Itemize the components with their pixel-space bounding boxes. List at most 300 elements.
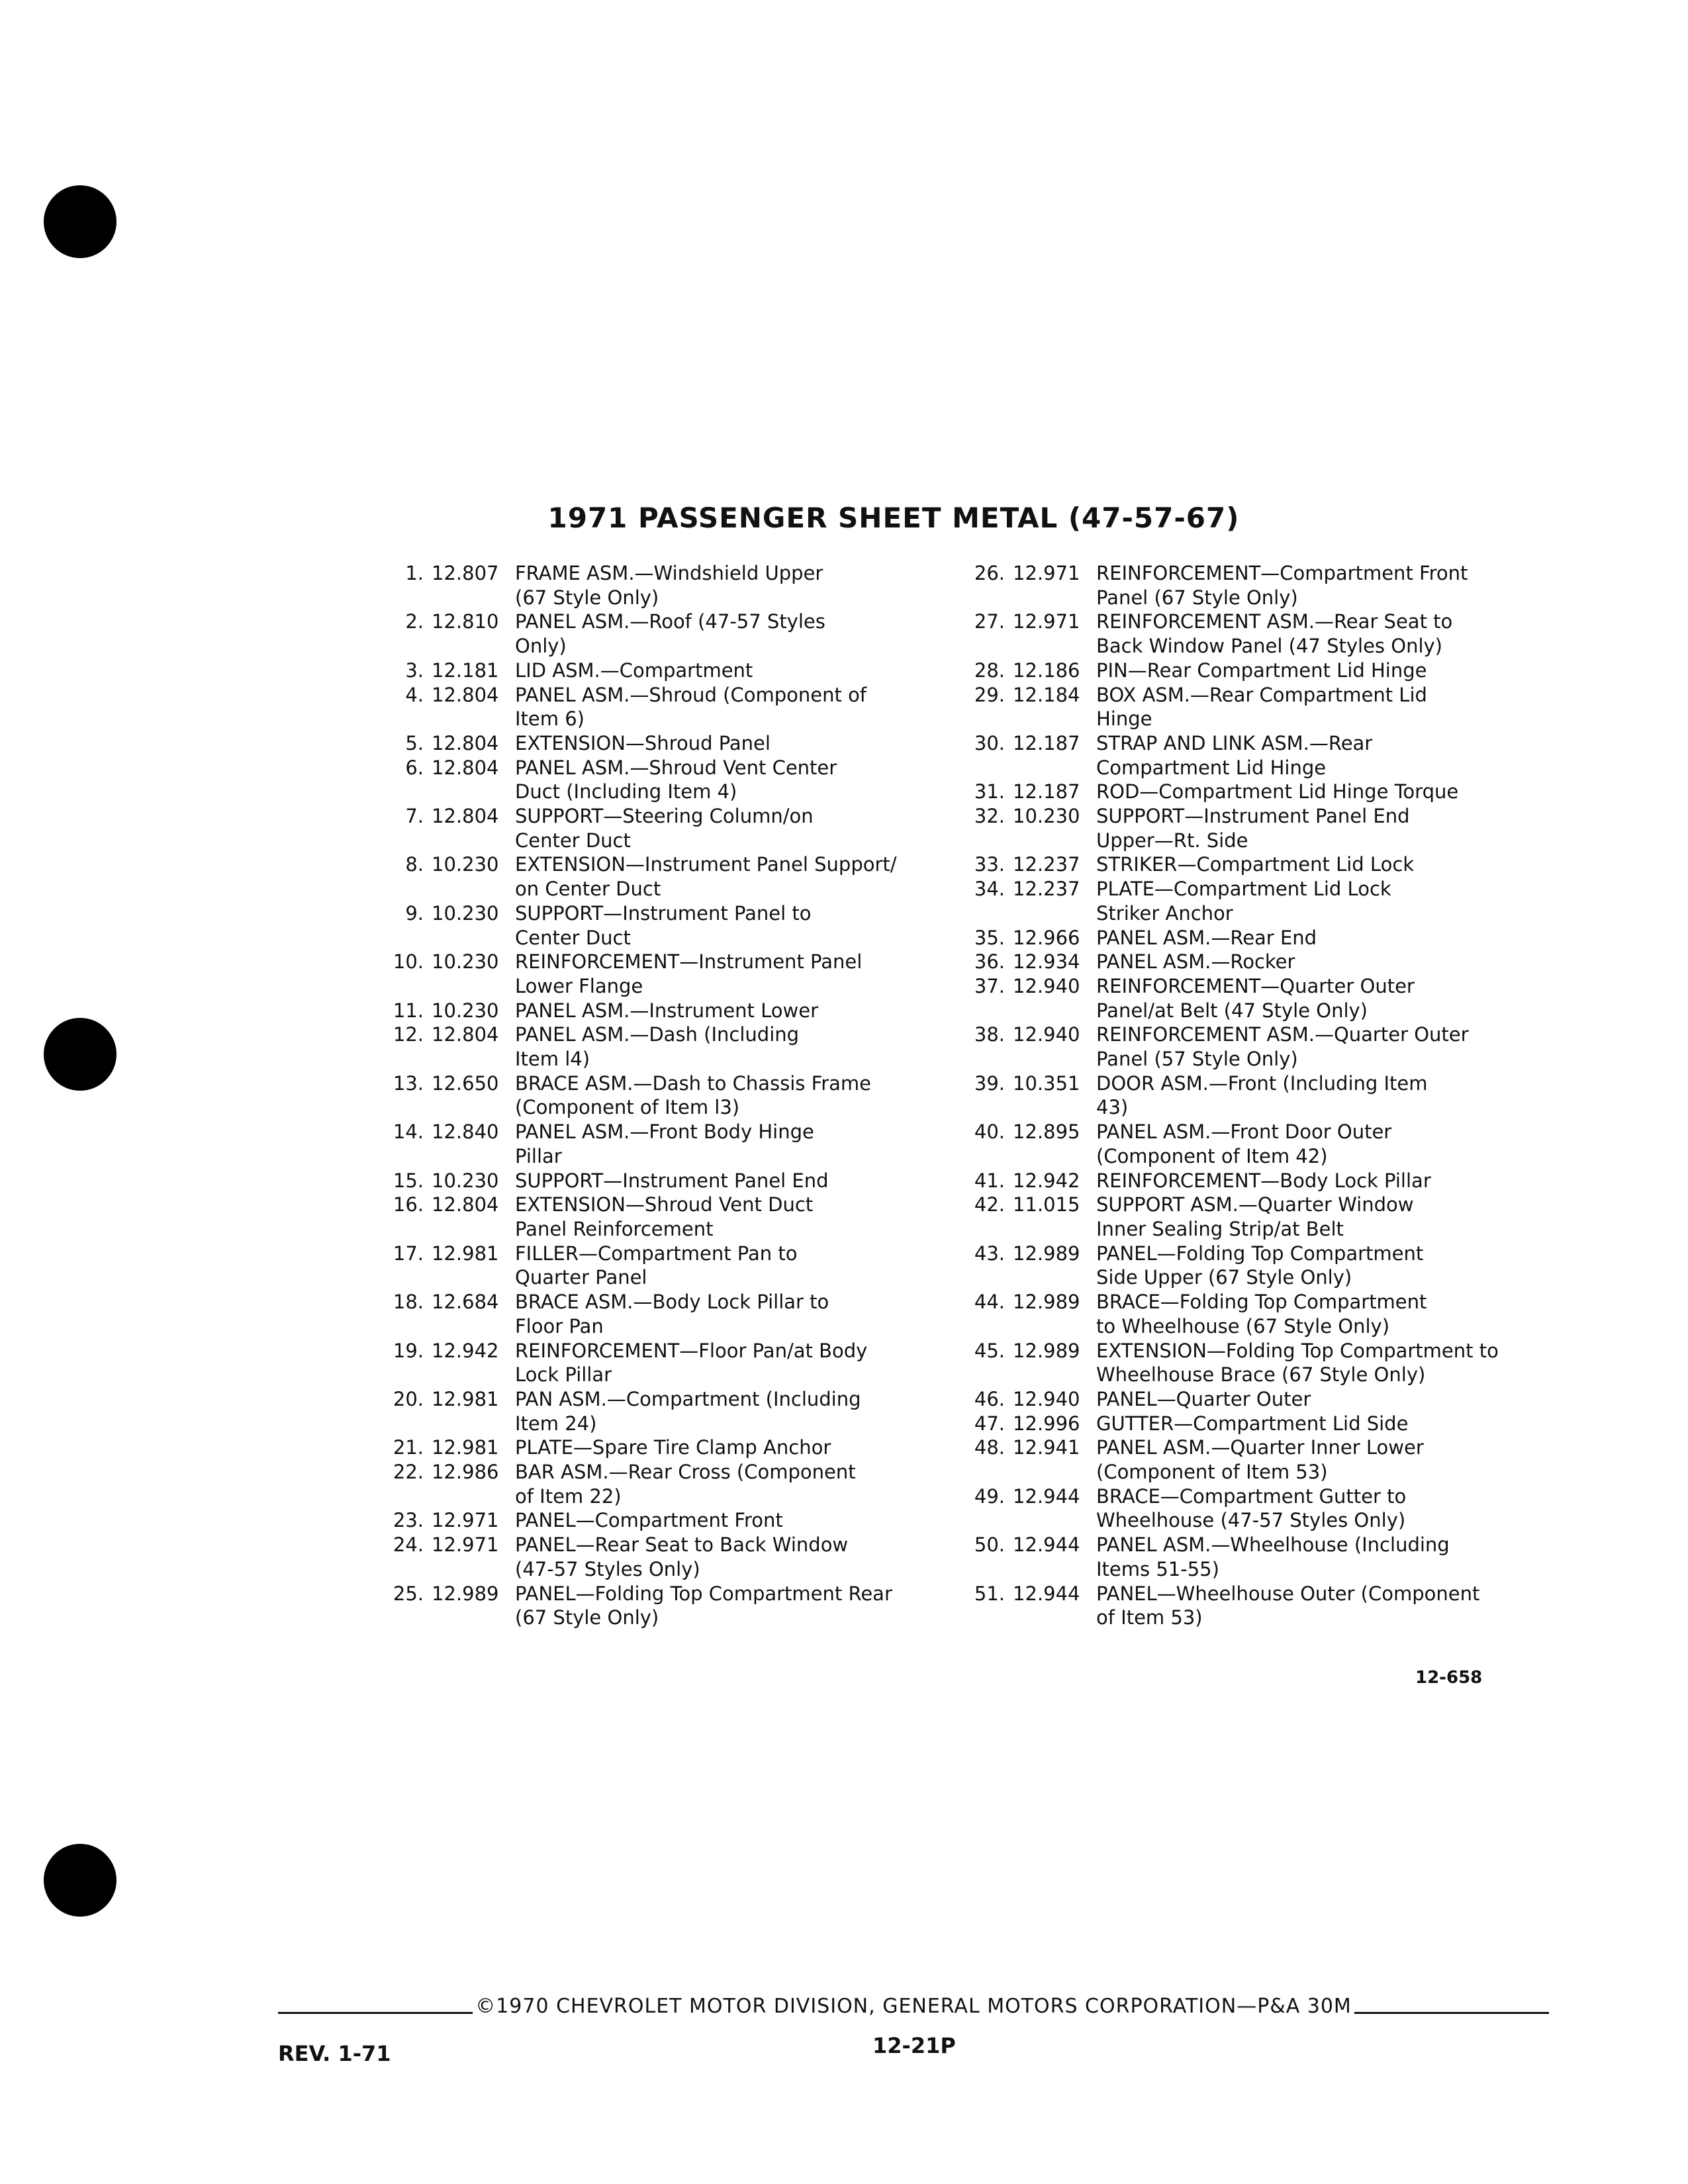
part-description <box>1091 1484 1548 1533</box>
group-code: 10.230 <box>432 999 499 1022</box>
description-line: (Component of Item 53) <box>1096 1461 1328 1484</box>
description-line: PANEL ASM.—Roof (47-57 Styles <box>515 610 825 633</box>
part-description <box>1091 1242 1548 1290</box>
item-number: 28. <box>974 659 1005 682</box>
part-description <box>1091 1533 1548 1581</box>
description-line: PANEL ASM.—Instrument Lower <box>515 999 818 1022</box>
page-title: 1971 PASSENGER SHEET METAL (47-57-67) <box>547 502 1240 534</box>
item-number: 37. <box>974 974 1005 997</box>
description-line: Center Duct <box>515 829 631 852</box>
item-number: 22. <box>393 1461 424 1484</box>
description-line: PANEL ASM.—Rocker <box>1096 950 1295 974</box>
part-description <box>510 1460 940 1508</box>
parts-list-item <box>952 1387 1548 1412</box>
group-code: 10.230 <box>432 901 499 925</box>
item-number: 33. <box>974 853 1005 876</box>
item-number: 43. <box>974 1242 1005 1265</box>
item-number: 44. <box>974 1291 1005 1314</box>
description-line: LID ASM.—Compartment <box>515 659 753 682</box>
parts-list-item <box>952 804 1548 852</box>
group-code: 11.015 <box>1013 1193 1080 1216</box>
description-line: Item l4) <box>515 1048 590 1071</box>
parts-list-item <box>371 1533 940 1581</box>
description-line: Lock Pillar <box>515 1363 612 1387</box>
group-code: 12.804 <box>432 1023 499 1046</box>
description-line: PANEL—Folding Top Compartment Rear <box>515 1582 892 1605</box>
part-description <box>510 1533 940 1581</box>
group-code: 12.184 <box>1013 683 1080 706</box>
item-number: 35. <box>974 926 1005 949</box>
group-code: 12.971 <box>432 1509 499 1532</box>
item-number: 50. <box>974 1533 1005 1557</box>
group-code: 12.986 <box>432 1461 499 1484</box>
part-description <box>510 1339 940 1387</box>
description-line: PANEL ASM.—Wheelhouse (Including <box>1096 1533 1450 1557</box>
description-line: Only) <box>515 635 567 658</box>
item-number: 21. <box>393 1436 424 1459</box>
part-description <box>510 731 940 756</box>
description-line: REINFORCEMENT ASM.—Rear Seat to <box>1096 610 1453 633</box>
part-description <box>510 1071 940 1120</box>
description-line: PANEL ASM.—Shroud Vent Center <box>515 756 837 779</box>
part-description <box>1091 780 1548 804</box>
group-code: 12.804 <box>432 683 499 706</box>
group-code: 12.237 <box>1013 853 1080 876</box>
item-number: 29. <box>974 683 1005 706</box>
description-line: 43) <box>1096 1096 1129 1119</box>
group-code: 12.941 <box>1013 1436 1080 1459</box>
description-line: Item 24) <box>515 1412 597 1435</box>
part-description <box>1091 852 1548 877</box>
item-number: 36. <box>974 950 1005 974</box>
description-line: of Item 22) <box>515 1484 622 1508</box>
group-code: 12.940 <box>1013 1023 1080 1046</box>
description-line: SUPPORT—Steering Column/on <box>515 805 814 828</box>
parts-list-item <box>371 1582 940 1630</box>
description-line: on Center Duct <box>515 878 661 901</box>
group-code: 12.237 <box>1013 878 1080 901</box>
description-line: PANEL ASM.—Front Body Hinge <box>515 1120 814 1144</box>
part-description <box>1091 1169 1548 1193</box>
item-number: 3. <box>405 659 424 682</box>
item-number: 51. <box>974 1582 1005 1605</box>
parts-list-item <box>952 659 1548 683</box>
description-line: Panel (67 Style Only) <box>1096 586 1298 609</box>
description-line: PANEL—Rear Seat to Back Window <box>515 1533 849 1557</box>
group-code: 12.804 <box>432 805 499 828</box>
description-line: STRIKER—Compartment Lid Lock <box>1096 853 1415 876</box>
group-code: 12.187 <box>1013 731 1080 754</box>
item-number: 9. <box>405 901 424 925</box>
parts-list-item <box>952 1023 1548 1071</box>
parts-list-item <box>952 1339 1548 1387</box>
group-code: 12.944 <box>1013 1484 1080 1508</box>
parts-list-item <box>952 1412 1548 1436</box>
group-code: 12.187 <box>1013 780 1080 803</box>
part-description <box>510 1169 940 1193</box>
description-line: GUTTER—Compartment Lid Side <box>1096 1412 1409 1435</box>
description-line: PANEL—Wheelhouse Outer (Component <box>1096 1582 1480 1605</box>
copyright-footer <box>278 1995 1549 2018</box>
description-line: Center Duct <box>515 926 631 949</box>
description-line: to Wheelhouse (67 Style Only) <box>1096 1314 1390 1338</box>
parts-list-item <box>952 561 1548 610</box>
page-number: 12-21P <box>872 2033 956 2058</box>
group-code: 12.810 <box>432 610 499 633</box>
description-line: Item 6) <box>515 707 585 731</box>
part-description <box>510 804 940 852</box>
item-number: 47. <box>974 1412 1005 1435</box>
description-line: PANEL ASM.—Rear End <box>1096 926 1317 949</box>
item-number: 41. <box>974 1169 1005 1192</box>
part-description <box>1091 610 1548 658</box>
item-number: 40. <box>974 1120 1005 1144</box>
item-number: 4. <box>405 683 424 706</box>
description-line: REINFORCEMENT—Quarter Outer <box>1096 974 1415 997</box>
parts-list-item <box>371 756 940 804</box>
description-line: REINFORCEMENT—Instrument Panel <box>515 950 863 974</box>
part-description <box>510 1508 940 1533</box>
part-description <box>510 756 940 804</box>
part-description <box>510 610 940 658</box>
part-description <box>1091 1387 1548 1412</box>
parts-list-item <box>952 852 1548 877</box>
part-description <box>1091 1023 1548 1071</box>
group-code: 12.942 <box>1013 1169 1080 1192</box>
description-line: Floor Pan <box>515 1314 604 1338</box>
item-number: 49. <box>974 1484 1005 1508</box>
part-description <box>1091 659 1548 683</box>
description-line: Compartment Lid Hinge <box>1096 756 1327 779</box>
description-line: Upper—Rt. Side <box>1096 829 1248 852</box>
item-number: 8. <box>405 853 424 876</box>
description-line: REINFORCEMENT—Body Lock Pillar <box>1096 1169 1431 1192</box>
group-code: 10.230 <box>432 853 499 876</box>
part-description <box>510 1120 940 1168</box>
part-description <box>1091 683 1548 731</box>
parts-list-item <box>952 780 1548 804</box>
description-line: Lower Flange <box>515 974 643 997</box>
group-code: 12.981 <box>432 1387 499 1410</box>
description-line: BAR ASM.—Rear Cross (Component <box>515 1461 856 1484</box>
parts-list-item <box>371 1120 940 1168</box>
description-line: Back Window Panel (47 Styles Only) <box>1096 635 1442 658</box>
description-line: BRACE ASM.—Dash to Chassis Frame <box>515 1071 871 1095</box>
parts-list-item <box>371 804 940 852</box>
group-code: 12.971 <box>1013 562 1080 584</box>
parts-list-item <box>952 926 1548 950</box>
parts-list-item <box>371 1023 940 1071</box>
group-code: 12.940 <box>1013 1387 1080 1410</box>
part-description <box>1091 1193 1548 1241</box>
description-line: of Item 53) <box>1096 1606 1203 1629</box>
description-line: PLATE—Compartment Lid Lock <box>1096 878 1391 901</box>
parts-list-item <box>371 1193 940 1241</box>
item-number: 10. <box>393 950 424 974</box>
item-number: 18. <box>393 1291 424 1314</box>
group-code: 12.989 <box>432 1582 499 1605</box>
group-code: 12.840 <box>432 1120 499 1144</box>
group-code: 12.942 <box>432 1339 499 1362</box>
description-line: (Component of Item l3) <box>515 1096 740 1119</box>
group-code: 10.230 <box>432 1169 499 1192</box>
item-number: 32. <box>974 805 1005 828</box>
description-line: PANEL ASM.—Shroud (Component of <box>515 683 867 706</box>
parts-list-item <box>371 999 940 1023</box>
description-line: (Component of Item 42) <box>1096 1144 1328 1167</box>
parts-list-item <box>371 561 940 610</box>
parts-list-item <box>371 1508 940 1533</box>
group-code: 12.971 <box>432 1533 499 1557</box>
description-line: DOOR ASM.—Front (Including Item <box>1096 1071 1428 1095</box>
parts-list-item <box>371 1435 940 1460</box>
part-description <box>510 659 940 683</box>
description-line: BOX ASM.—Rear Compartment Lid <box>1096 683 1427 706</box>
group-code: 12.981 <box>432 1242 499 1265</box>
parts-list-item <box>952 950 1548 974</box>
group-code: 12.944 <box>1013 1533 1080 1557</box>
item-number: 15. <box>393 1169 424 1192</box>
parts-list-item <box>952 1242 1548 1290</box>
description-line: Wheelhouse Brace (67 Style Only) <box>1096 1363 1426 1387</box>
item-number: 25. <box>393 1582 424 1605</box>
parts-list-item <box>371 1169 940 1193</box>
description-line: PANEL ASM.—Quarter Inner Lower <box>1096 1436 1424 1459</box>
copyright-text: ©1970 CHEVROLET MOTOR DIVISION, GENERAL MOTORS CORPORATION—P&A 30M <box>475 1995 1352 2018</box>
description-line: Panel/at Belt (47 Style Only) <box>1096 999 1368 1022</box>
part-description <box>1091 561 1548 610</box>
item-number: 12. <box>393 1023 424 1046</box>
description-line: PANEL ASM.—Dash (Including <box>515 1023 800 1046</box>
part-description <box>1091 1290 1548 1338</box>
description-line: Pillar <box>515 1144 562 1167</box>
item-number: 20. <box>393 1387 424 1410</box>
item-number: 31. <box>974 780 1005 803</box>
parts-list-item <box>952 1582 1548 1630</box>
group-code: 12.934 <box>1013 950 1080 974</box>
item-number: 7. <box>405 805 424 828</box>
description-line: ROD—Compartment Lid Hinge Torque <box>1096 780 1459 803</box>
group-code: 10.230 <box>432 950 499 974</box>
part-description <box>510 950 940 998</box>
part-description <box>510 1193 940 1241</box>
part-description <box>1091 731 1548 780</box>
description-line: BRACE ASM.—Body Lock Pillar to <box>515 1291 829 1314</box>
part-description <box>1091 926 1548 950</box>
item-number: 46. <box>974 1387 1005 1410</box>
group-code: 12.989 <box>1013 1339 1080 1362</box>
description-line: STRAP AND LINK ASM.—Rear <box>1096 731 1373 754</box>
group-code: 12.971 <box>1013 610 1080 633</box>
part-description <box>1091 1120 1548 1168</box>
group-code: 12.684 <box>432 1291 499 1314</box>
item-number: 34. <box>974 878 1005 901</box>
item-number: 27. <box>974 610 1005 633</box>
part-description <box>1091 1435 1548 1484</box>
parts-list-item <box>952 1435 1548 1484</box>
parts-list-item <box>371 852 940 901</box>
description-line: EXTENSION—Instrument Panel Support/ <box>515 853 897 876</box>
item-number: 23. <box>393 1509 424 1532</box>
parts-list-item <box>371 731 940 756</box>
revision-label: REV. 1-71 <box>278 2041 391 2066</box>
item-number: 38. <box>974 1023 1005 1046</box>
parts-list-item <box>952 1169 1548 1193</box>
description-line: FILLER—Compartment Pan to <box>515 1242 798 1265</box>
parts-list-item <box>952 1290 1548 1338</box>
item-number: 2. <box>405 610 424 633</box>
parts-list-item <box>371 610 940 658</box>
item-number: 16. <box>393 1193 424 1216</box>
group-code: 10.230 <box>1013 805 1080 828</box>
parts-list-item <box>952 1120 1548 1168</box>
part-description <box>1091 1412 1548 1436</box>
group-code: 12.804 <box>432 756 499 779</box>
figure-reference: 12-658 <box>1415 1668 1483 1688</box>
item-number: 19. <box>393 1339 424 1362</box>
parts-list-item <box>952 1533 1548 1581</box>
group-code: 12.996 <box>1013 1412 1080 1435</box>
binder-punch-hole <box>44 1018 117 1091</box>
part-description <box>510 1290 940 1338</box>
description-line: PAN ASM.—Compartment (Including <box>515 1387 861 1410</box>
description-line: PANEL—Compartment Front <box>515 1509 783 1532</box>
group-code: 12.944 <box>1013 1582 1080 1605</box>
part-description <box>510 999 940 1023</box>
parts-list-item <box>952 974 1548 1023</box>
group-code: 12.895 <box>1013 1120 1080 1144</box>
description-line: REINFORCEMENT ASM.—Quarter Outer <box>1096 1023 1469 1046</box>
description-line: EXTENSION—Folding Top Compartment to <box>1096 1339 1499 1362</box>
description-line: SUPPORT—Instrument Panel to <box>515 901 812 925</box>
description-line: (67 Style Only) <box>515 586 659 609</box>
item-number: 5. <box>405 731 424 754</box>
description-line: Panel (57 Style Only) <box>1096 1048 1298 1071</box>
parts-list-item <box>952 877 1548 925</box>
description-line: Hinge <box>1096 707 1152 731</box>
footer-rule-left <box>278 2012 473 2014</box>
parts-list-item <box>371 1242 940 1290</box>
description-line: PANEL—Quarter Outer <box>1096 1387 1311 1410</box>
description-line: EXTENSION—Shroud Panel <box>515 731 771 754</box>
description-line: SUPPORT ASM.—Quarter Window <box>1096 1193 1414 1216</box>
item-number: 26. <box>974 562 1005 584</box>
parts-list-item <box>952 731 1548 780</box>
description-line: REINFORCEMENT—Floor Pan/at Body <box>515 1339 868 1362</box>
part-description <box>510 1435 940 1460</box>
binder-punch-hole <box>44 1844 117 1917</box>
item-number: 24. <box>393 1533 424 1557</box>
part-description <box>510 1582 940 1630</box>
parts-list-item <box>371 1339 940 1387</box>
item-number: 39. <box>974 1071 1005 1095</box>
part-description <box>1091 1339 1548 1387</box>
part-description <box>1091 974 1548 1023</box>
part-description <box>510 901 940 950</box>
group-code: 12.989 <box>1013 1242 1080 1265</box>
part-description <box>1091 950 1548 974</box>
footer-rule-right <box>1354 2012 1549 2014</box>
description-line: Inner Sealing Strip/at Belt <box>1096 1217 1344 1240</box>
group-code: 10.351 <box>1013 1071 1080 1095</box>
description-line: PANEL—Folding Top Compartment <box>1096 1242 1424 1265</box>
group-code: 12.186 <box>1013 659 1080 682</box>
parts-list-item <box>371 659 940 683</box>
binder-punch-hole <box>44 185 117 258</box>
description-line: BRACE—Folding Top Compartment <box>1096 1291 1427 1314</box>
description-line: (47-57 Styles Only) <box>515 1557 700 1580</box>
group-code: 12.804 <box>432 1193 499 1216</box>
parts-list-item <box>371 683 940 731</box>
part-description <box>510 1023 940 1071</box>
part-description <box>510 561 940 610</box>
description-line: Panel Reinforcement <box>515 1217 714 1240</box>
group-code: 12.804 <box>432 731 499 754</box>
item-number: 45. <box>974 1339 1005 1362</box>
item-number: 1. <box>405 562 424 584</box>
description-line: FRAME ASM.—Windshield Upper <box>515 562 823 584</box>
group-code: 12.650 <box>432 1071 499 1095</box>
item-number: 11. <box>393 999 424 1022</box>
item-number: 30. <box>974 731 1005 754</box>
description-line: Striker Anchor <box>1096 901 1233 925</box>
parts-list-item <box>952 610 1548 658</box>
group-code: 12.940 <box>1013 974 1080 997</box>
description-line: SUPPORT—Instrument Panel End <box>1096 805 1410 828</box>
parts-list-item <box>371 1387 940 1435</box>
parts-list-item <box>371 901 940 950</box>
description-line: Side Upper (67 Style Only) <box>1096 1266 1352 1289</box>
item-number: 48. <box>974 1436 1005 1459</box>
part-description <box>510 1242 940 1290</box>
description-line: Wheelhouse (47-57 Styles Only) <box>1096 1509 1406 1532</box>
description-line: Quarter Panel <box>515 1266 647 1289</box>
item-number: 13. <box>393 1071 424 1095</box>
part-description <box>510 683 940 731</box>
group-code: 12.966 <box>1013 926 1080 949</box>
group-code: 12.981 <box>432 1436 499 1459</box>
description-line: Items 51-55) <box>1096 1557 1219 1580</box>
item-number: 17. <box>393 1242 424 1265</box>
parts-list-item <box>371 950 940 998</box>
description-line: PIN—Rear Compartment Lid Hinge <box>1096 659 1427 682</box>
description-line: BRACE—Compartment Gutter to <box>1096 1484 1407 1508</box>
parts-list-item <box>952 1484 1548 1533</box>
part-description <box>1091 1582 1548 1630</box>
group-code: 12.807 <box>432 562 499 584</box>
part-description <box>1091 1071 1548 1120</box>
group-code: 12.989 <box>1013 1291 1080 1314</box>
parts-list-left-column <box>371 561 940 1630</box>
description-line: PANEL ASM.—Front Door Outer <box>1096 1120 1392 1144</box>
description-line: PLATE—Spare Tire Clamp Anchor <box>515 1436 831 1459</box>
part-description <box>1091 804 1548 852</box>
part-description <box>510 852 940 901</box>
part-description <box>510 1387 940 1435</box>
parts-list-item <box>371 1460 940 1508</box>
description-line: Duct (Including Item 4) <box>515 780 737 803</box>
description-line: (67 Style Only) <box>515 1606 659 1629</box>
parts-list-item <box>371 1071 940 1120</box>
parts-list-item <box>952 683 1548 731</box>
item-number: 6. <box>405 756 424 779</box>
item-number: 42. <box>974 1193 1005 1216</box>
item-number: 14. <box>393 1120 424 1144</box>
parts-list-item <box>952 1193 1548 1241</box>
parts-list-right-column <box>952 561 1548 1630</box>
parts-list-item <box>371 1290 940 1338</box>
description-line: EXTENSION—Shroud Vent Duct <box>515 1193 814 1216</box>
